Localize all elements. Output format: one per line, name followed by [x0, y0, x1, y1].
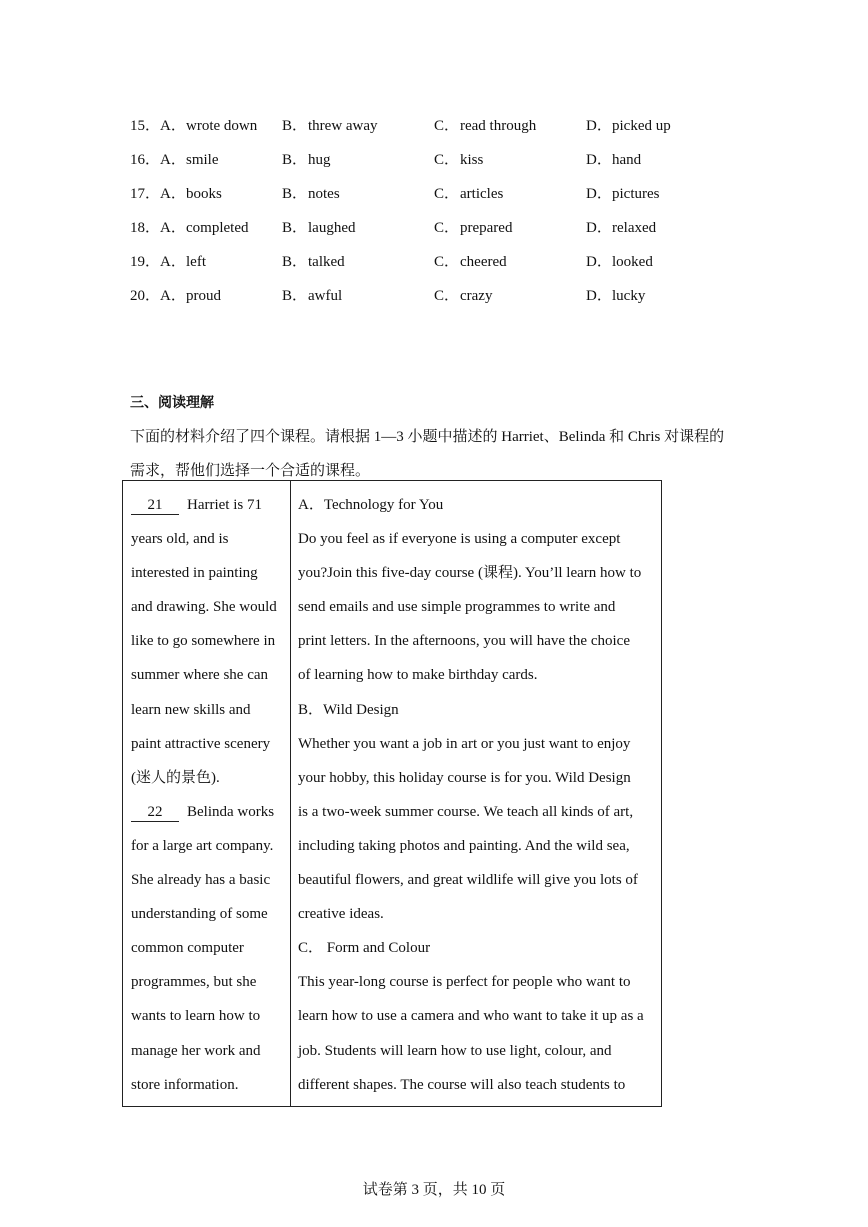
- text-line: (迷人的景色).: [131, 769, 220, 786]
- course-b-title: B．Wild Design: [298, 701, 399, 718]
- option-b: B．laughed: [282, 220, 356, 236]
- option-a: A．proud: [160, 288, 221, 304]
- page-footer: 试卷第 3 页，共 10 页: [362, 1182, 506, 1198]
- text-line: job. Students will learn how to use light, colour, and: [298, 1042, 612, 1059]
- option-a: A．completed: [160, 220, 249, 236]
- person-22-first-line: 22 Belinda works: [131, 795, 285, 829]
- option-row-17: [130, 180, 750, 214]
- option-b: B．notes: [282, 186, 340, 202]
- option-d: D．relaxed: [586, 220, 657, 236]
- text-line: common computer: [131, 940, 244, 957]
- question-number: 16．: [130, 152, 161, 168]
- option-d: D．lucky: [586, 288, 646, 304]
- course-c-title: C． Form and Colour: [298, 940, 431, 957]
- text-line: programmes, but she: [131, 974, 257, 991]
- text-line: years old, and is: [131, 531, 229, 548]
- question-number: 15．: [130, 118, 161, 134]
- option-row-18: [130, 214, 750, 248]
- option-a: A．books: [160, 186, 222, 202]
- text-line: different shapes. The course will also teach students to: [298, 1076, 626, 1093]
- text-line: store information.: [131, 1076, 239, 1093]
- option-row-19: [130, 248, 750, 282]
- answer-blank-22[interactable]: 22: [131, 803, 179, 822]
- option-d: D．hand: [586, 152, 642, 168]
- option-c: C．read through: [434, 118, 537, 134]
- text-line: paint attractive scenery: [131, 735, 271, 752]
- option-a: A．left: [160, 254, 206, 270]
- question-number: 18．: [130, 220, 161, 236]
- text-line: Do you feel as if everyone is using a computer except: [298, 531, 621, 548]
- text-line: learn new skills and: [131, 701, 251, 718]
- text-line: including taking photos and painting. And the wild sea,: [298, 837, 630, 854]
- text-line: you?Join this five-day course (课程). You’ll learn how to: [298, 565, 642, 582]
- option-b: B．awful: [282, 288, 343, 304]
- text-line: manage her work and: [131, 1042, 261, 1059]
- text-line: print letters. In the afternoons, you will have the choice: [298, 633, 630, 650]
- text-line: and drawing. She would: [131, 599, 277, 616]
- option-b: B．threw away: [282, 118, 378, 134]
- text-line: beautiful flowers, and great wildlife will give you lots of: [298, 872, 638, 889]
- text-line: She already has a basic: [131, 872, 271, 889]
- option-c: C．kiss: [434, 152, 484, 168]
- option-c: C．cheered: [434, 254, 507, 270]
- instruction-line: 需求，帮他们选择一个合适的课程。: [130, 463, 371, 479]
- option-d: D．looked: [586, 254, 653, 270]
- question-number: 20．: [130, 288, 161, 304]
- text-line: This year-long course is perfect for people who want to: [298, 974, 631, 991]
- question-number: 19．: [130, 254, 161, 270]
- text-line: your hobby, this holiday course is for you. Wild Design: [298, 769, 631, 786]
- question-number: 17．: [130, 186, 161, 202]
- person-21-first-line: 21 Harriet is 71: [131, 488, 285, 522]
- option-row-16: [130, 146, 750, 180]
- text-line: is a two-week summer course. We teach all kinds of art,: [298, 803, 634, 820]
- option-a: A．smile: [160, 152, 219, 168]
- text-line: like to go somewhere in: [131, 633, 276, 650]
- text-line: Whether you want a job in art or you just want to enjoy: [298, 735, 631, 752]
- option-c: C．prepared: [434, 220, 513, 236]
- people-descriptions: [131, 488, 285, 1102]
- text-line: send emails and use simple programmes to write and: [298, 599, 616, 616]
- text-line: for a large art company.: [131, 837, 274, 854]
- text-line: of learning how to make birthday cards.: [298, 667, 538, 684]
- reading-table: [122, 480, 662, 1107]
- course-descriptions: [298, 488, 658, 1102]
- section-instructions: [130, 420, 750, 488]
- options-table: [130, 112, 750, 316]
- option-b: B．hug: [282, 152, 331, 168]
- text-line: wants to learn how to: [131, 1008, 261, 1025]
- instruction-line: 下面的材料介绍了四个课程。请根据 1—3 小题中描述的 Harriet、Belinda 和 Chris 对课程的: [130, 429, 725, 445]
- section-title: 三、阅读理解: [130, 395, 214, 411]
- option-d: D．picked up: [586, 118, 671, 134]
- text-line: understanding of some: [131, 906, 268, 923]
- option-b: B．talked: [282, 254, 345, 270]
- text-line: creative ideas.: [298, 906, 384, 923]
- text-line: interested in painting: [131, 565, 258, 582]
- text-line: learn how to use a camera and who want to take it up as a: [298, 1008, 644, 1025]
- course-a-title: A．Technology for You: [298, 497, 444, 513]
- option-c: C．crazy: [434, 288, 493, 304]
- answer-blank-21[interactable]: 21: [131, 496, 179, 515]
- text-line: summer where she can: [131, 667, 269, 684]
- option-row-20: [130, 282, 750, 316]
- option-row-15: [130, 112, 750, 146]
- option-a: A．wrote down: [160, 118, 258, 134]
- option-d: D．pictures: [586, 186, 660, 202]
- column-divider: [290, 481, 291, 1106]
- option-c: C．articles: [434, 186, 504, 202]
